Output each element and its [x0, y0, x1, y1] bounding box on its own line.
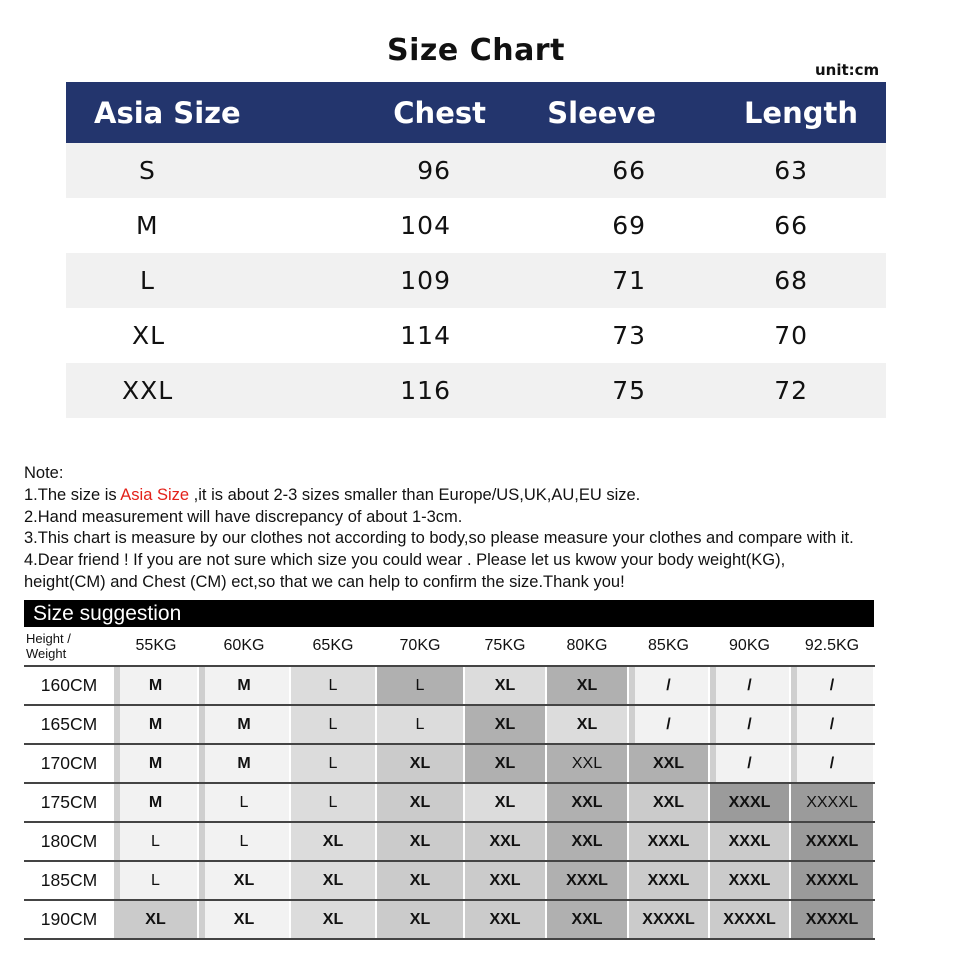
size-cell: XXL — [628, 783, 709, 822]
size-cell: / — [709, 705, 790, 744]
length-cell: 63 — [656, 143, 886, 198]
note-1-text: 1.The size is — [24, 485, 121, 504]
note-1 — [24, 485, 954, 507]
size-cell: XL — [376, 861, 464, 900]
size-cell: XL — [290, 822, 376, 861]
notes-heading: Note: — [24, 464, 64, 482]
size-suggestion-banner — [24, 600, 874, 627]
size-cell: XXXXL — [628, 900, 709, 939]
table-row — [66, 308, 886, 363]
note-4: 4.Dear friend ! If you are not sure which size you could wear . Please let us kwow your body weight(KG), — [24, 551, 786, 570]
size-cell: XL — [376, 783, 464, 822]
size-cell: M — [114, 666, 198, 705]
table-row — [24, 783, 874, 822]
weight-header: 80KG — [546, 627, 628, 666]
weight-header: 75KG — [464, 627, 546, 666]
size-cell: XL — [290, 861, 376, 900]
size-cell: XXXL — [709, 822, 790, 861]
size-cell: M — [198, 705, 290, 744]
table-row — [24, 861, 874, 900]
size-cell: M — [114, 744, 198, 783]
size-cell: XXL — [546, 900, 628, 939]
size-cell: XXL — [464, 861, 546, 900]
size-cell: / — [790, 744, 874, 783]
size-cell: XXL — [464, 900, 546, 939]
size-cell: XXL — [546, 822, 628, 861]
table-row — [66, 143, 886, 198]
weight-header: 90KG — [709, 627, 790, 666]
height-cell: 165CM — [24, 705, 114, 744]
height-cell: 180CM — [24, 822, 114, 861]
size-cell: XL — [132, 321, 166, 350]
size-cell: M — [198, 666, 290, 705]
size-cell: XXXXL — [790, 900, 874, 939]
table-row — [24, 900, 874, 939]
size-cell: L — [198, 783, 290, 822]
size-cell: L — [198, 822, 290, 861]
note-2: 2.Hand measurement will have discrepancy of about 1-3cm. — [24, 507, 463, 526]
height-weight-corner: Height / Weight — [24, 627, 114, 666]
size-cell: XXXXL — [790, 783, 874, 822]
size-cell: / — [790, 666, 874, 705]
size-cell: M — [136, 211, 159, 240]
size-cell: L — [114, 861, 198, 900]
height-cell: 170CM — [24, 744, 114, 783]
size-cell: XL — [546, 666, 628, 705]
size-cell: XXXXL — [790, 861, 874, 900]
height-cell: 185CM — [24, 861, 114, 900]
size-cell: L — [114, 822, 198, 861]
chest-cell: 116 — [266, 363, 526, 418]
size-cell: XL — [376, 900, 464, 939]
note-3: 3.This chart is measure by our clothes not according to body,so please measure your clothes and compare with it. — [24, 529, 854, 548]
sleeve-cell: 73 — [612, 321, 646, 350]
size-cell: M — [114, 783, 198, 822]
size-cell: XL — [198, 900, 290, 939]
chest-cell: 96 — [266, 143, 526, 198]
sleeve-cell: 75 — [526, 363, 656, 418]
size-cell: M — [198, 744, 290, 783]
size-cell: L — [376, 705, 464, 744]
sleeve-cell: 71 — [526, 253, 656, 308]
note-1-rest: ,it is about 2-3 sizes smaller than Europe/US,UK,AU,EU size. — [189, 485, 641, 504]
length-cell: 70 — [774, 321, 808, 350]
size-suggestion-table — [24, 627, 875, 940]
weight-header: 85KG — [628, 627, 709, 666]
size-cell: XXXL — [709, 783, 790, 822]
table-row — [24, 744, 874, 783]
table-row — [66, 363, 886, 418]
unit-label: unit:cm — [815, 61, 880, 79]
size-cell: XL — [464, 783, 546, 822]
sleeve-cell: 69 — [612, 211, 646, 240]
size-cell: XXL — [546, 744, 628, 783]
size-cell: L — [290, 783, 376, 822]
size-cell: XXXXL — [790, 822, 874, 861]
height-cell: 175CM — [24, 783, 114, 822]
table-row — [24, 705, 874, 744]
length-cell: 66 — [774, 211, 808, 240]
size-cell: XXL — [628, 744, 709, 783]
size-cell: L — [376, 666, 464, 705]
page-title: Size Chart — [387, 33, 565, 68]
size-chart-table — [66, 82, 886, 418]
size-cell: XXXXL — [709, 900, 790, 939]
chest-cell: 109 — [266, 253, 526, 308]
size-cell: L — [66, 253, 266, 308]
weight-header-row — [24, 627, 874, 666]
length-cell: 72 — [656, 363, 886, 418]
size-table-header-row — [66, 82, 886, 143]
size-cell: XL — [114, 900, 198, 939]
size-cell: XL — [376, 744, 464, 783]
weight-header: 70KG — [376, 627, 464, 666]
header-chest: Chest — [266, 82, 526, 143]
size-cell: XXXL — [628, 861, 709, 900]
size-suggestion-title: Size suggestion — [33, 602, 182, 625]
size-cell: XL — [464, 744, 546, 783]
size-cell: XL — [546, 705, 628, 744]
size-cell: S — [66, 143, 266, 198]
size-cell: L — [290, 744, 376, 783]
size-cell: XL — [464, 705, 546, 744]
size-cell: XL — [290, 900, 376, 939]
size-cell: XXXL — [709, 861, 790, 900]
size-cell: XXL — [464, 822, 546, 861]
table-row — [66, 253, 886, 308]
header-length: Length — [656, 82, 886, 143]
size-cell: M — [114, 705, 198, 744]
size-cell: / — [628, 666, 709, 705]
table-row — [66, 198, 886, 253]
weight-header: 60KG — [198, 627, 290, 666]
size-cell: XXL — [66, 363, 266, 418]
size-cell: XL — [464, 666, 546, 705]
header-asia-size: Asia Size — [66, 82, 266, 143]
size-cell: L — [290, 705, 376, 744]
height-cell: 190CM — [24, 900, 114, 939]
chest-cell: 104 — [400, 211, 451, 240]
note-4-continued: height(CM) and Chest (CM) ect,so that we can help to confirm the size.Thank you! — [24, 572, 625, 591]
size-cell: XL — [376, 822, 464, 861]
table-row — [24, 666, 874, 705]
chest-cell: 114 — [400, 321, 451, 350]
weight-header: 55KG — [114, 627, 198, 666]
length-cell: 68 — [656, 253, 886, 308]
sleeve-cell: 66 — [526, 143, 656, 198]
asia-size-highlight: Asia Size — [120, 485, 190, 504]
size-cell: XXL — [546, 783, 628, 822]
size-cell: / — [628, 705, 709, 744]
size-cell: XXXL — [546, 861, 628, 900]
size-cell: / — [709, 744, 790, 783]
notes-section — [24, 463, 954, 594]
table-row — [24, 822, 874, 861]
header-sleeve: Sleeve — [526, 82, 656, 143]
weight-header: 92.5KG — [790, 627, 874, 666]
size-cell: / — [709, 666, 790, 705]
size-cell: XL — [198, 861, 290, 900]
height-cell: 160CM — [24, 666, 114, 705]
size-cell: / — [790, 705, 874, 744]
size-cell: XXXL — [628, 822, 709, 861]
size-cell: L — [290, 666, 376, 705]
weight-header: 65KG — [290, 627, 376, 666]
